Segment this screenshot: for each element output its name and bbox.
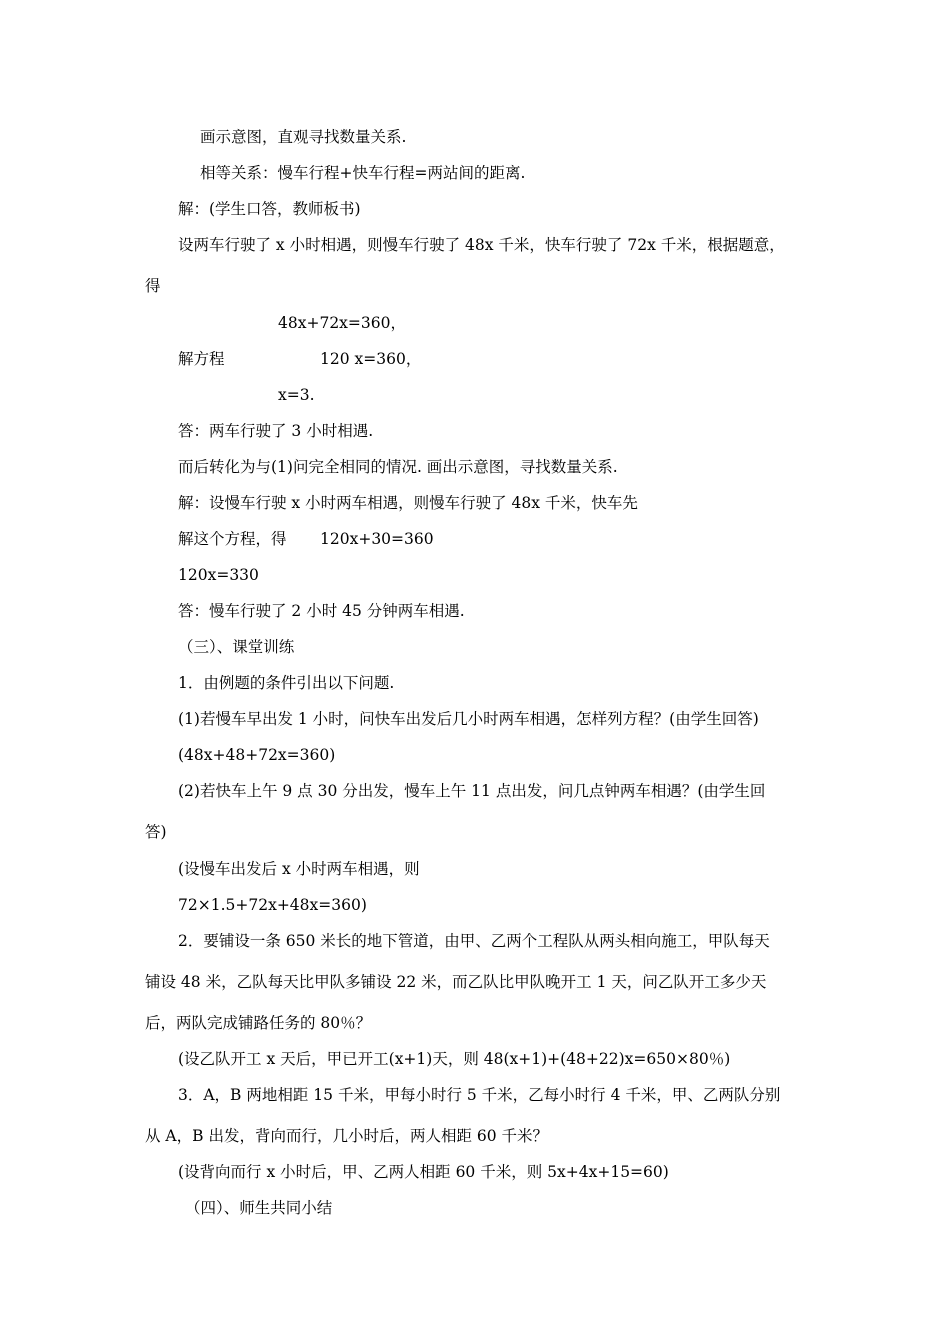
text-line: 后，两队完成铺路任务的 80％？ <box>145 1014 372 1032</box>
equation-line: 120 x=360， <box>320 350 422 368</box>
text-line: 解：(学生口答，教师板书) <box>178 200 361 218</box>
text-line: 1．由例题的条件引出以下问题. <box>178 674 395 692</box>
equation-line: 120x+30=360 <box>320 530 434 548</box>
equation-line: 120x=330 <box>178 566 259 584</box>
text-line: (设背向而行 x 小时后，甲、乙两人相距 60 千米，则 5x+4x+15=60) <box>178 1163 669 1181</box>
text-line: (设慢车出发后 x 小时两车相遇，则 <box>178 860 420 878</box>
section-heading: （三）、课堂训练 <box>178 638 295 656</box>
text-line: 铺设 48 米，乙队每天比甲队多铺设 22 米，而乙队比甲队晚开工 1 天，问乙队开工多少天 <box>145 973 767 991</box>
equation-line: x=3. <box>278 386 315 404</box>
text-line: 答：两车行驶了 3 小时相遇. <box>178 422 374 440</box>
text-line: 而后转化为与(1)问完全相同的情况. 画出示意图，寻找数量关系. <box>178 458 618 476</box>
text-line: 画示意图，直观寻找数量关系. <box>200 128 407 146</box>
text-line: 从 A，B 出发，背向而行，几小时后，两人相距 60 千米？ <box>145 1127 549 1145</box>
equation-line: 72×1.5+72x+48x=360) <box>178 896 367 914</box>
text-line: 解这个方程，得 <box>178 530 287 548</box>
text-line: 解方程 <box>178 350 225 368</box>
text-line: 相等关系：慢车行程+快车行程=两站间的距离. <box>200 164 526 182</box>
section-heading: （四）、师生共同小结 <box>185 1199 333 1217</box>
text-line: 解：设慢车行驶 x 小时两车相遇，则慢车行驶了 48x 千米，快车先 <box>178 494 638 512</box>
text-line: (1)若慢车早出发 1 小时，问快车出发后几小时两车相遇，怎样列方程？(由学生回答) <box>178 710 759 728</box>
text-line: 答：慢车行驶了 2 小时 45 分钟两车相遇. <box>178 602 465 620</box>
text-line: 设两车行驶了 x 小时相遇，则慢车行驶了 48x 千米，快车行驶了 72x 千米，根据题意， <box>178 236 785 254</box>
equation-line: (48x+48+72x=360) <box>178 746 336 764</box>
text-line: 3．A，B 两地相距 15 千米，甲每小时行 5 千米，乙每小时行 4 千米，甲、乙两队分别 <box>178 1086 781 1104</box>
equation-line: 48x+72x=360， <box>278 314 406 332</box>
text-line: (2)若快车上午 9 点 30 分出发，慢车上午 11 点出发，问几点钟两车相遇？(由学生回 <box>178 782 766 800</box>
text-line: 得 <box>145 277 161 295</box>
text-line: 答) <box>145 823 167 841</box>
text-line: 2．要铺设一条 650 米长的地下管道，由甲、乙两个工程队从两头相向施工，甲队每天 <box>178 932 770 950</box>
text-line: (设乙队开工 x 天后，甲已开工(x+1)天，则 48(x+1)+(48+22)x=650×80％) <box>178 1050 731 1068</box>
